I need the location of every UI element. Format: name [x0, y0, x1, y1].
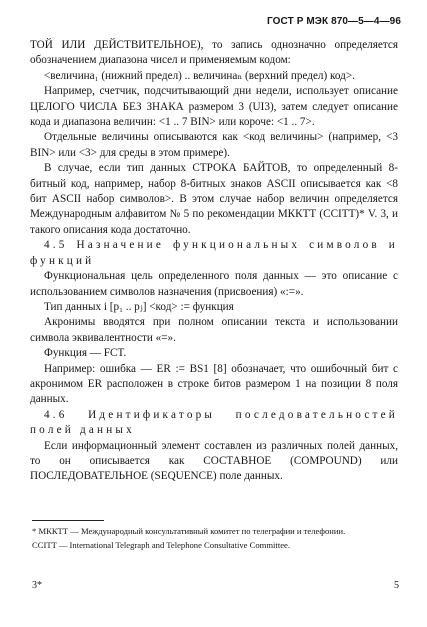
paragraph: В случае, если тип данных СТРОКА БАЙТОВ, то определенный 8-битный код, например, набор 8-битных знаков ASCII описывается как <8 бит ASCII набор символов>. В этом случае набор величин определяется Международным алфавитом № 5 по рекомендации МККТТ (CCITT)* V. 3, и такого описания кода достаточно.: [30, 162, 398, 236]
paragraph: Функция — FCT.: [44, 347, 127, 360]
paragraph: Акронимы вводятся при полном описании текста и использовании символа эквивалентности «=».: [30, 316, 398, 344]
paragraph: Тип данных i [p₁ .. pⱼ] <код> := функция: [44, 300, 234, 313]
paragraph: Например: ошибка — ER := BS1 [8] обозначает, что ошибочный бит с акронимом ER расположен в строке битов размером 1 на позиции 8 поля данных.: [30, 362, 398, 406]
footnotes: [32, 526, 398, 553]
signature-mark: 3*: [32, 580, 42, 591]
paragraph: <величина₁ (нижний предел) .. величинаₙ (верхний предел) код>.: [44, 69, 355, 82]
paragraph: Функциональная цель определенного поля данных — это описание с использованием символов назначения (присвоения) «:=».: [30, 270, 398, 298]
section-heading-4-5: 4.5 Назначение функциональных символов и функций: [30, 239, 398, 267]
footnote: * МККТТ — Международный консультативный комитет по телеграфии и телефонии.: [32, 526, 346, 536]
paragraph: ТОЙ ИЛИ ДЕЙСТВИТЕЛЬНОЕ), то запись однозначно определяется обозначением диапазона чисел и применяемым кодом:: [30, 39, 398, 67]
paragraph: Если информационный элемент составлен из различных полей данных, то он описывается как СОСТАВНОЕ (COMPOUND) или ПОСЛЕДОВАТЕЛЬНОЕ (SEQUENCE) поле данных.: [30, 439, 398, 483]
paragraph: Отдельные величины описываются как <код величины> (например, <3 BIN> или <3> для среды в этом примере).: [30, 131, 398, 159]
footnote-divider: [32, 520, 104, 521]
section-heading-4-6: 4.6 Идентификаторы последовательностей полей данных: [30, 408, 398, 437]
document-body: [30, 38, 398, 485]
document-header: ГОСТ Р МЭК 870—5—4—96: [267, 16, 401, 27]
paragraph: Например, счетчик, подсчитывающий дни недели, использует описание ЦЕЛОГО ЧИСЛА БЕЗ ЗНАКА размером 3 (UI3), затем следует описание кода и диапазона величин: <1 .. 7 BIN> или короче: <1 .. 7>.: [30, 85, 398, 129]
page-number: 5: [394, 580, 399, 591]
footnote: CCITT — International Telegraph and Telephone Consultative Committee.: [32, 539, 290, 550]
